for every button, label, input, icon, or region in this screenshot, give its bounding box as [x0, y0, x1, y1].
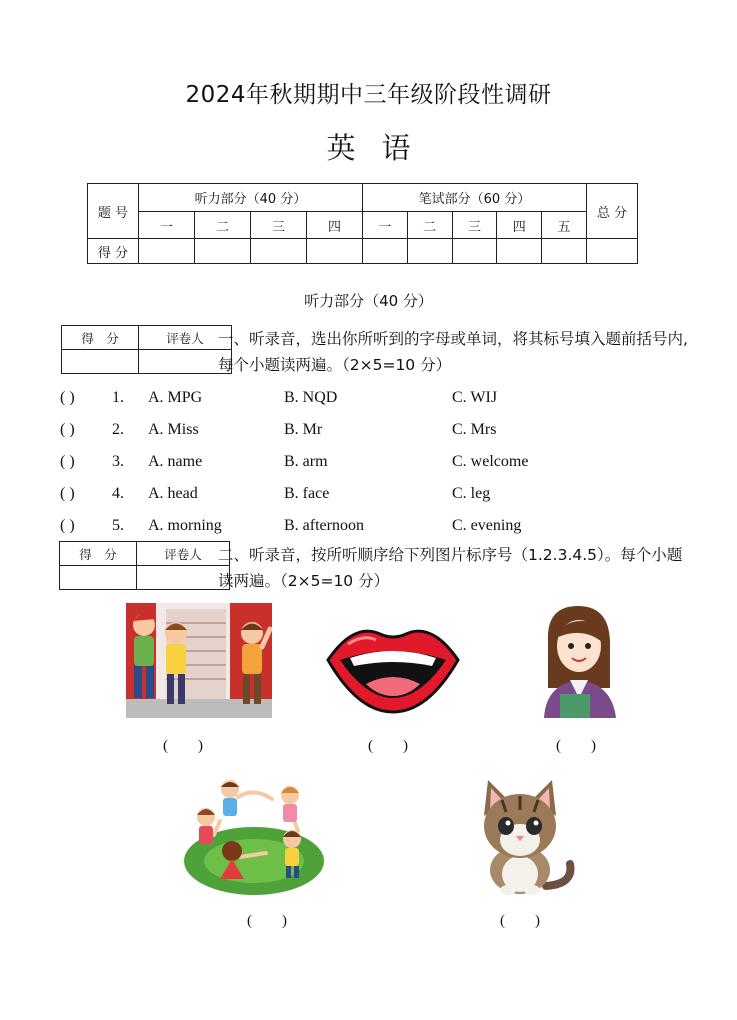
grader-name-label: 评卷人	[139, 326, 232, 350]
listening-col: 二	[195, 212, 251, 239]
grader-name-label: 评卷人	[137, 542, 230, 566]
question-number: 4.	[112, 485, 124, 502]
option-a: A. morning	[148, 517, 222, 534]
grader-score-label: 得 分	[62, 326, 139, 350]
option-c: C. Mrs	[452, 421, 497, 438]
written-col: 一	[363, 212, 408, 239]
score-cell	[195, 239, 251, 264]
listening-col: 四	[307, 212, 363, 239]
picture-answer-blank[interactable]: ( )	[556, 738, 596, 754]
option-a: A. name	[148, 453, 203, 470]
row-label-score: 得 分	[88, 239, 139, 264]
score-cell	[587, 239, 638, 264]
option-c: C. welcome	[452, 453, 529, 470]
listening-header: 听力部分（40 分）	[139, 184, 363, 212]
part1-instruction: 一、听录音，选出你所听到的字母或单词，将其标号填入题前括号内,每个小题读两遍。（2×5=10 分）	[218, 330, 688, 374]
total-header: 总 分	[587, 184, 638, 239]
picture-answer-blank[interactable]: ( )	[247, 913, 287, 929]
answer-blank[interactable]: ( )	[60, 485, 75, 502]
option-c: C. leg	[452, 485, 491, 502]
score-cell	[307, 239, 363, 264]
score-cell	[363, 239, 408, 264]
written-col: 四	[497, 212, 542, 239]
question-number: 5.	[112, 517, 124, 534]
written-col: 五	[542, 212, 587, 239]
picture-answer-blank[interactable]: ( )	[368, 738, 408, 754]
kids-greeting-picture	[126, 603, 272, 718]
question-row	[60, 453, 680, 477]
score-cell	[251, 239, 307, 264]
option-a: A. MPG	[148, 389, 203, 406]
teacher-woman-picture	[538, 602, 620, 718]
picture-answer-blank[interactable]: ( )	[500, 913, 540, 929]
option-b: B. afternoon	[284, 517, 364, 534]
answer-blank[interactable]: ( )	[60, 421, 75, 438]
score-cell	[497, 239, 542, 264]
written-col: 二	[407, 212, 452, 239]
grader-score-label: 得 分	[60, 542, 137, 566]
picture-answer-blank[interactable]: ( )	[163, 738, 203, 754]
mouth-picture	[324, 612, 462, 714]
option-b: B. Mr	[284, 421, 323, 438]
answer-blank[interactable]: ( )	[60, 517, 75, 534]
question-number: 2.	[112, 421, 124, 438]
grader-name-cell	[137, 566, 230, 590]
written-col: 三	[452, 212, 497, 239]
grader-box-part1	[61, 325, 232, 374]
kitten-picture	[462, 776, 580, 898]
score-cell	[139, 239, 195, 264]
grader-box-part2	[59, 541, 230, 590]
score-cell	[452, 239, 497, 264]
question-row	[60, 421, 680, 445]
question-row	[60, 517, 680, 541]
part2-instruction: 二、听录音，按所听顺序给下列图片标序号（1.2.3.4.5）。每个小题读两遍。（2×5=10 分）	[218, 546, 683, 590]
option-b: B. NQD	[284, 389, 338, 406]
grader-score-cell	[60, 566, 137, 590]
written-header: 笔试部分（60 分）	[363, 184, 587, 212]
score-cell	[542, 239, 587, 264]
answer-blank[interactable]: ( )	[60, 389, 75, 406]
grader-score-cell	[62, 350, 139, 374]
option-c: C. evening	[452, 517, 522, 534]
score-cell	[407, 239, 452, 264]
question-number: 3.	[112, 453, 124, 470]
option-c: C. WIJ	[452, 389, 498, 406]
exam-title: 2024年秋期期中三年级阶段性调研	[185, 82, 552, 108]
row-label-question: 题 号	[88, 184, 139, 239]
option-a: A. head	[148, 485, 198, 502]
option-b: B. arm	[284, 453, 328, 470]
listening-col: 三	[251, 212, 307, 239]
listening-section-title: 听力部分（40 分）	[304, 292, 433, 310]
option-b: B. face	[284, 485, 330, 502]
kids-playing-circle-picture	[180, 775, 328, 899]
option-a: A. Miss	[148, 421, 199, 438]
question-number: 1.	[112, 389, 124, 406]
listening-col: 一	[139, 212, 195, 239]
score-table	[87, 183, 638, 264]
answer-blank[interactable]: ( )	[60, 453, 75, 470]
question-row	[60, 485, 680, 509]
exam-subject: 英语	[326, 131, 437, 165]
question-row	[60, 389, 680, 413]
